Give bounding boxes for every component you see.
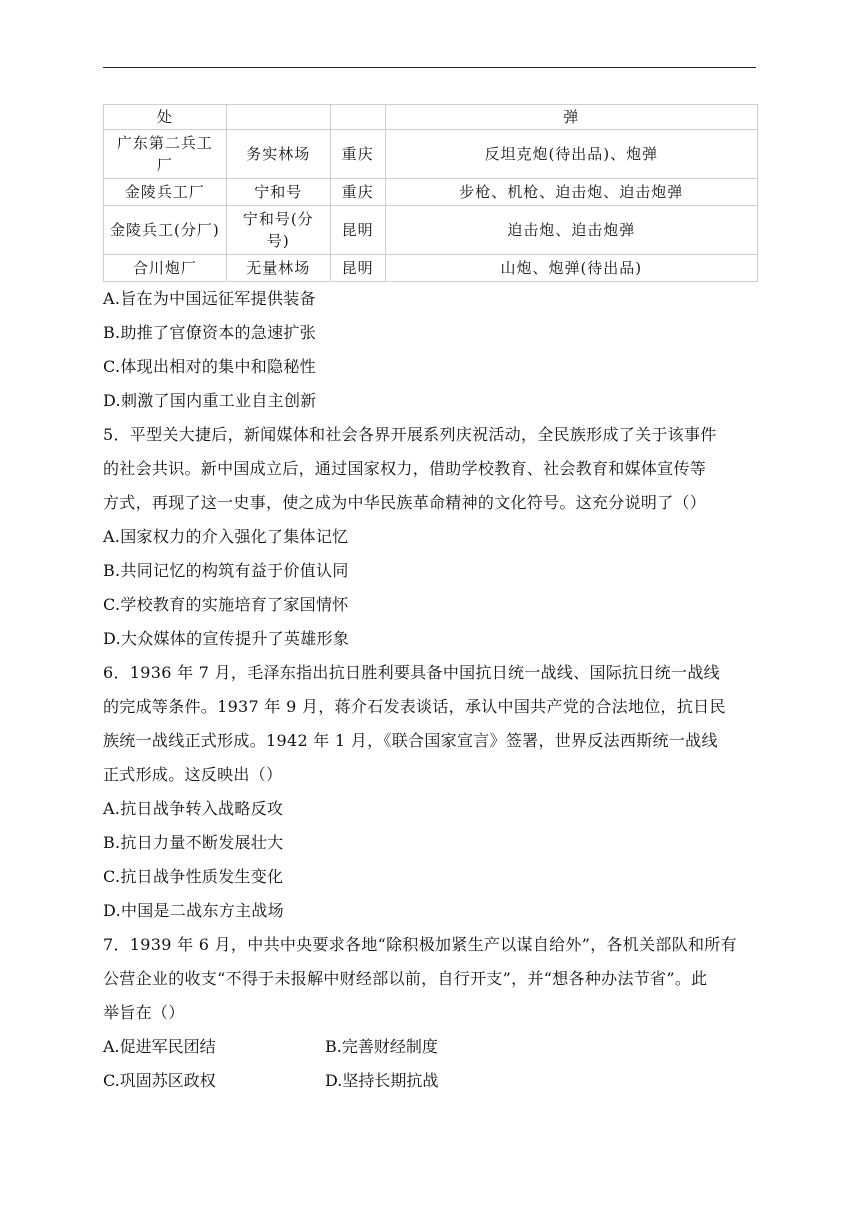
q5-stem-line: 的社会共识。新中国成立后，通过国家权力，借助学校教育、社会教育和媒体宣传等 <box>103 459 707 478</box>
q7-stem-line: 7．1939 年 6 月，中共中央要求各地“除积极加紧生产以谋自给外”，各机关部队和所有 <box>103 935 737 954</box>
q7-stem-line: 举旨在（） <box>103 1003 185 1022</box>
table-cell: 迫击炮、迫击炮弹 <box>385 206 757 255</box>
q7-option-b: B.完善财经制度 <box>325 1037 438 1056</box>
header-rule <box>103 67 756 68</box>
q5-option-d: D.大众媒体的宣传提升了英雄形象 <box>103 629 350 648</box>
table-cell: 金陵兵工厂 <box>104 179 227 206</box>
table-row <box>104 105 758 130</box>
q4-option-a: A.旨在为中国远征军提供装备 <box>103 289 316 308</box>
table-cell: 步枪、机枪、迫击炮、迫击炮弹 <box>385 179 757 206</box>
arsenal-table <box>103 104 758 282</box>
q6-option-d: D.中国是二战东方主战场 <box>103 901 284 920</box>
table-cell: 重庆 <box>330 130 385 179</box>
table-row <box>104 179 758 206</box>
table-cell: 处 <box>104 105 227 130</box>
table-cell: 重庆 <box>330 179 385 206</box>
table-row <box>104 130 758 179</box>
table-cell: 宁和号 <box>226 179 330 206</box>
q5-option-c: C.学校教育的实施培育了家国情怀 <box>103 595 349 614</box>
q5-stem-line: 方式，再现了这一史事，使之成为中华民族革命精神的文化符号。这充分说明了（） <box>103 493 707 512</box>
q5-option-b: B.共同记忆的构筑有益于价值认同 <box>103 561 349 580</box>
q4-option-b: B.助推了官僚资本的急速扩张 <box>103 323 317 342</box>
q6-stem-line: 6．1936 年 7 月，毛泽东指出抗日胜利要具备中国抗日统一战线、国际抗日统一战线 <box>103 663 720 682</box>
table-cell: 合川炮厂 <box>104 255 227 282</box>
q4-option-d: D.刺激了国内重工业自主创新 <box>103 391 317 410</box>
q4-option-c: C.体现出相对的集中和隐秘性 <box>103 357 316 376</box>
table-cell: 无量林场 <box>226 255 330 282</box>
table-cell: 务实林场 <box>226 130 330 179</box>
q6-stem-line: 的完成等条件。1937 年 9 月，蒋介石发表谈话，承认中国共产党的合法地位，抗日民 <box>103 697 726 716</box>
q7-option-c: C.巩固苏区政权 <box>103 1071 216 1090</box>
table-row <box>104 255 758 282</box>
table-cell: 昆明 <box>330 206 385 255</box>
q7-option-a: A.促进军民团结 <box>103 1037 216 1056</box>
q6-option-b: B.抗日力量不断发展壮大 <box>103 833 284 852</box>
table-cell <box>330 105 385 130</box>
q6-stem-line: 正式形成。这反映出（） <box>103 765 283 784</box>
table-cell: 弹 <box>385 105 757 130</box>
q5-option-a: A.国家权力的介入强化了集体记忆 <box>103 527 349 546</box>
table-cell: 昆明 <box>330 255 385 282</box>
q7-option-d: D.坚持长期抗战 <box>325 1071 439 1090</box>
q5-stem-line: 5．平型关大捷后，新闻媒体和社会各界开展系列庆祝活动，全民族形成了关于该事件 <box>103 425 717 444</box>
table-cell <box>226 105 330 130</box>
table-row <box>104 206 758 255</box>
q6-stem-line: 族统一战线正式形成。1942 年 1 月，《联合国家宣言》签署，世界反法西斯统一战线 <box>103 731 718 750</box>
table-cell: 宁和号(分号) <box>226 206 330 255</box>
table-cell: 金陵兵工(分厂) <box>104 206 227 255</box>
q7-stem-line: 公营企业的收支“不得于未报解中财经部以前，自行开支”，并“想各种办法节省”。此 <box>103 969 708 988</box>
q6-option-a: A.抗日战争转入战略反攻 <box>103 799 284 818</box>
q6-option-c: C.抗日战争性质发生变化 <box>103 867 284 886</box>
table-cell: 山炮、炮弹(待出品) <box>385 255 757 282</box>
table-cell: 广东第二兵工厂 <box>104 130 227 179</box>
table-cell: 反坦克炮(待出品)、炮弹 <box>385 130 757 179</box>
